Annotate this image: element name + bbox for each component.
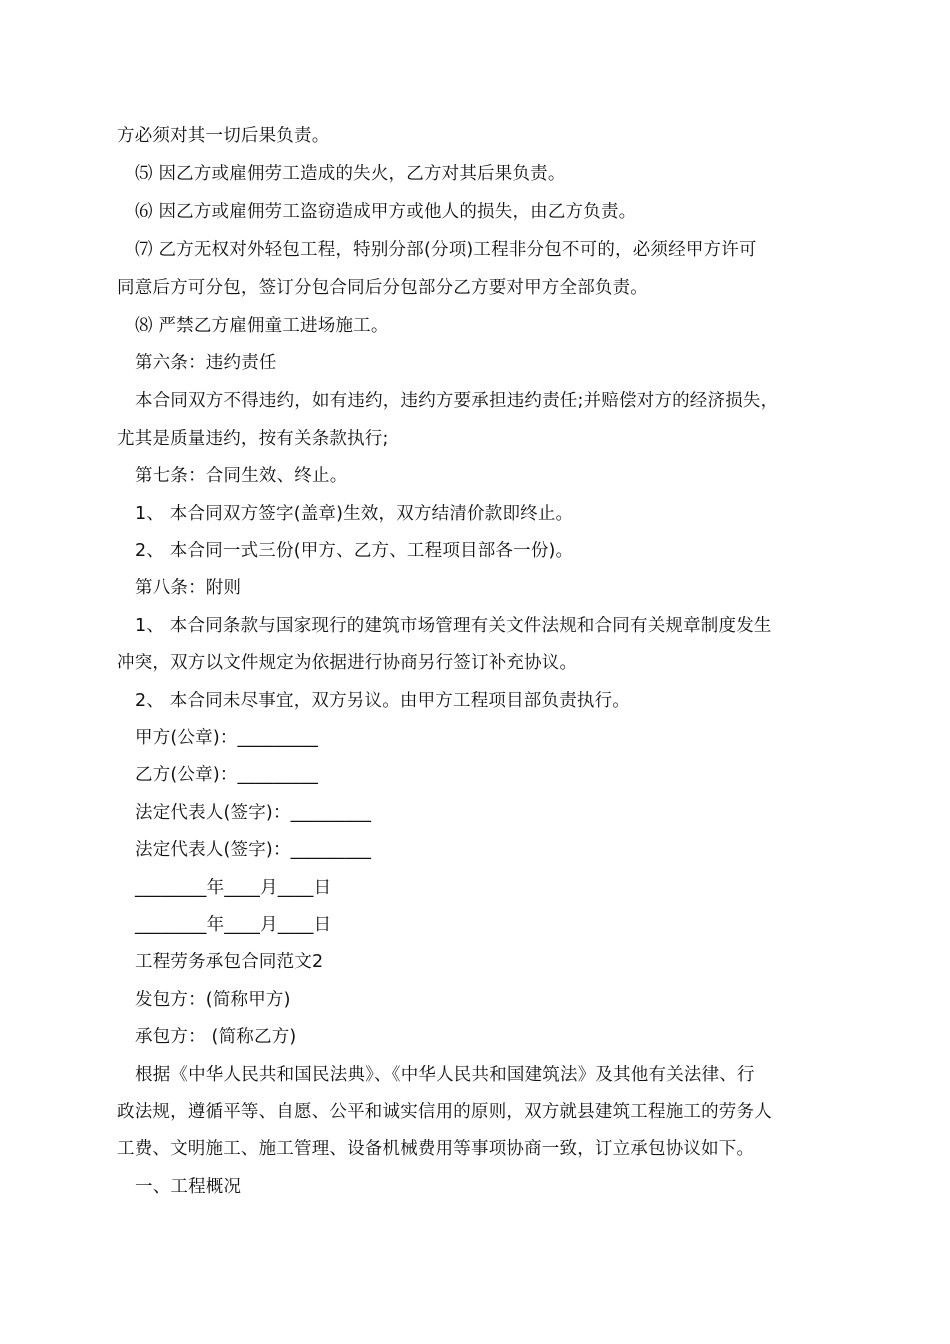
article-8-item-2: 2、 本合同未尽事宜，双方另议。由甲方工程项目部负责执行。 bbox=[135, 691, 630, 711]
contractor-line: 发包方：(简称甲方) bbox=[135, 990, 291, 1010]
paragraph-line: 根据《中华人民共和国民法典》、《中华人民共和国建筑法》及其他有关法律、行 bbox=[135, 1065, 755, 1085]
clause-6-line: ⑹ 因乙方或雇佣劳工盗窃造成甲方或他人的损失，由乙方负责。 bbox=[135, 202, 637, 222]
party-a-seal-line: 甲方(公章)：_________ bbox=[135, 728, 319, 748]
subcontractor-line: 承包方： (简称乙方) bbox=[135, 1027, 297, 1047]
article-7-item-1: 1、 本合同双方签字(盖章)生效，双方结清价款即终止。 bbox=[135, 504, 574, 524]
paragraph-line: 工费、文明施工、施工管理、设备机械费用等事项协商一致，订立承包协议如下。 bbox=[117, 1139, 755, 1159]
paragraph-line: 方必须对其一切后果负责。 bbox=[117, 126, 330, 146]
clause-8-line: ⑻ 严禁乙方雇佣童工进场施工。 bbox=[135, 316, 389, 336]
legal-rep-signature-line: 法定代表人(签字)：_________ bbox=[135, 840, 372, 860]
clause-7-line: ⑺ 乙方无权对外轻包工程，特别分部(分项)工程非分包不可的，必须经甲方许可 bbox=[135, 240, 757, 260]
section-heading: 一、工程概况 bbox=[135, 1177, 242, 1197]
legal-rep-signature-line: 法定代表人(签字)：_________ bbox=[135, 803, 372, 823]
paragraph-line: 政法规，遵循平等、自愿、公平和诚实信用的原则，双方就县建筑工程施工的劳务人 bbox=[117, 1102, 772, 1122]
date-line: ________年____月____日 bbox=[135, 915, 332, 935]
article-7-heading: 第七条：合同生效、终止。 bbox=[135, 466, 348, 486]
paragraph-line: 尤其是质量违约，按有关条款执行; bbox=[117, 429, 389, 449]
article-8-heading: 第八条：附则 bbox=[135, 578, 242, 598]
clause-5-line: ⑸ 因乙方或雇佣劳工造成的失火，乙方对其后果负责。 bbox=[135, 164, 566, 184]
article-8-item-1: 1、 本合同条款与国家现行的建筑市场管理有关文件法规和合同有关规章制度发生 bbox=[135, 616, 772, 636]
paragraph-line: 本合同双方不得违约，如有违约，违约方要承担违约责任;并赔偿对方的经济损失， bbox=[135, 391, 779, 411]
paragraph-line: 同意后方可分包，签订分包合同后分包部分乙方要对甲方全部负责。 bbox=[117, 278, 648, 298]
paragraph-line: 冲突，双方以文件规定为依据进行协商另行签订补充协议。 bbox=[117, 653, 578, 673]
section-title: 工程劳务承包合同范文2 bbox=[135, 952, 324, 972]
party-b-seal-line: 乙方(公章)：_________ bbox=[135, 765, 319, 785]
article-6-heading: 第六条：违约责任 bbox=[135, 353, 277, 373]
date-line: ________年____月____日 bbox=[135, 878, 332, 898]
article-7-item-2: 2、 本合同一式三份(甲方、乙方、工程项目部各一份)。 bbox=[135, 541, 574, 561]
